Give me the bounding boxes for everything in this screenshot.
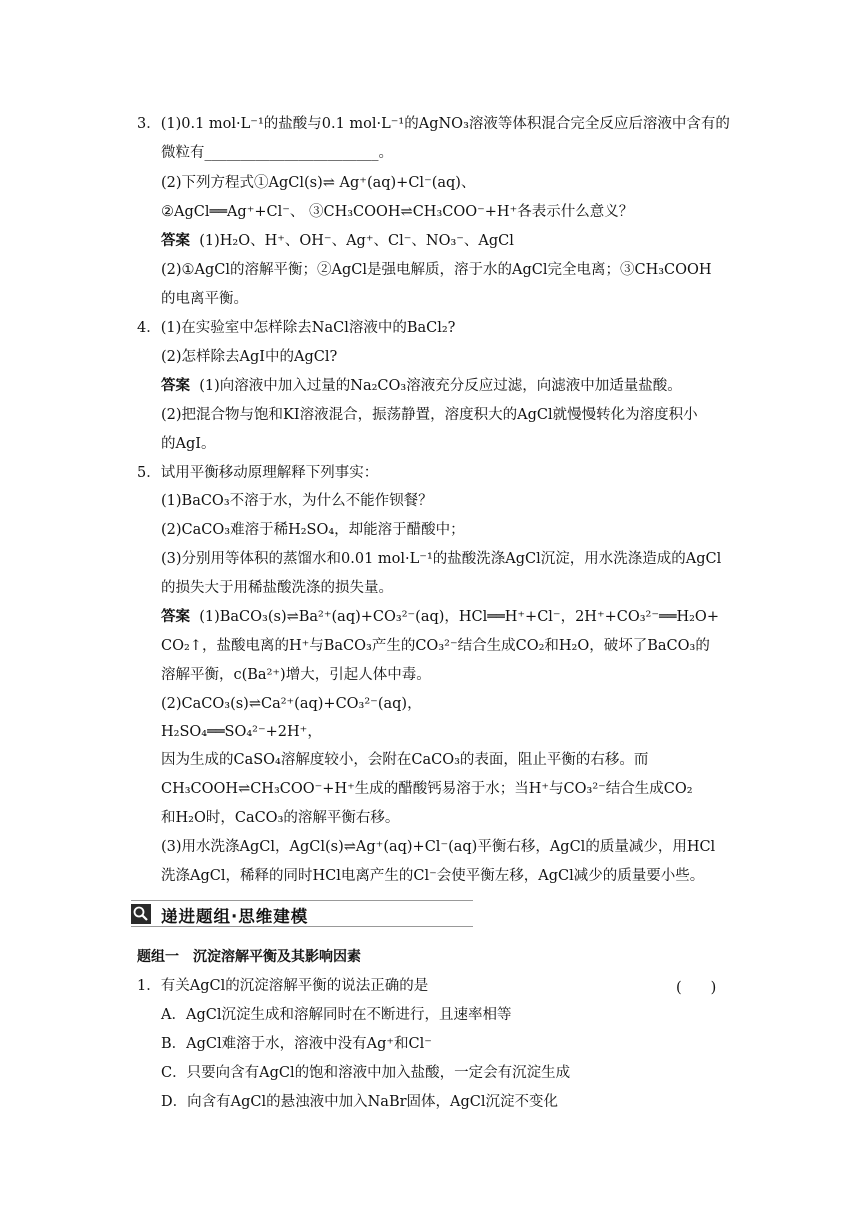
section-header (131, 900, 473, 927)
q5-answer-line: CH₃COOH⇌CH₃COO⁻+H⁺生成的醋酸钙易溶于水；当H⁺与CO₃²⁻结合生成CO₂ (161, 781, 693, 797)
mcq-stem: 1．有关AgCl的沉淀溶解平衡的说法正确的是 (137, 978, 429, 994)
q5-answer-line: 和H₂O时，CaCO₃的溶解平衡右移。 (161, 810, 400, 826)
mcq-option-b: B．AgCl难溶于水，溶液中没有Ag⁺和Cl⁻ (161, 1036, 432, 1052)
q5-answer-line: (2)CaCO₃(s)⇌Ca²⁺(aq)+CO₃²⁻(aq)， (161, 696, 422, 712)
q3-answer-line: (2)①AgCl的溶解平衡；②AgCl是强电解质，溶于水的AgCl完全电离；③CH₃COOH (161, 262, 712, 278)
q5-text-line: 的损失大于用稀盐酸洗涤的损失量。 (161, 580, 393, 596)
q4-text-line: (2)怎样除去AgI中的AgCl? (161, 349, 338, 365)
mcq-option-a: A．AgCl沉淀生成和溶解同时在不断进行，且速率相等 (161, 1007, 512, 1023)
q3-text-line: ②AgCl══Ag⁺+Cl⁻、 ③CH₃COOH⇌CH₃COO⁻+H⁺各表示什么意义？ (161, 204, 634, 220)
answer-text: (1)BaCO₃(s)⇌Ba²⁺(aq)+CO₃²⁻(aq)，HCl══H⁺+Cl⁻，2H⁺+CO₃²⁻══H₂O+ (199, 609, 719, 625)
mcq-option-c: C．只要向含有AgCl的饱和溶液中加入盐酸，一定会有沉淀生成 (161, 1065, 571, 1081)
section-title: 递进题组·思维建模 (161, 907, 309, 926)
answer-text: (1)向溶液中加入过量的Na₂CO₃溶液充分反应过滤，向滤液中加适量盐酸。 (199, 378, 682, 394)
q5-answer-line: (3)用水洗涤AgCl，AgCl(s)⇌Ag⁺(aq)+Cl⁻(aq)平衡右移，AgCl的质量减少，用HCl (161, 839, 716, 855)
mcq-option-d: D．向含有AgCl的悬浊液中加入NaBr固体，AgCl沉淀不变化 (161, 1094, 559, 1110)
q5-answer-line: CO₂↑，盐酸电离的H⁺与BaCO₃产生的CO₃²⁻结合生成CO₂和H₂O，破坏了BaCO₃的 (161, 638, 710, 654)
q5-text-line: (2)CaCO₃难溶于稀H₂SO₄，却能溶于醋酸中； (161, 522, 465, 538)
q5-answer-line: 因为生成的CaSO₄溶解度较小，会附在CaCO₃的表面，阻止平衡的右移。而 (161, 752, 649, 768)
q3-answer-line (161, 231, 514, 251)
q3-text-line: 3．(1)0.1 mol·L⁻¹的盐酸与0.1 mol·L⁻¹的AgNO₃溶液等体积混合完全反应后溶液中含有的 (137, 116, 730, 132)
q4-text-line: 4．(1)在实验室中怎样除去NaCl溶液中的BaCl₂? (137, 320, 456, 336)
q4-answer-line: (2)把混合物与饱和KI溶液混合，振荡静置，溶度积大的AgCl就慢慢转化为溶度积小 (161, 407, 698, 423)
q3-text-line: (2)下列方程式①AgCl(s)⇌ Ag⁺(aq)+Cl⁻(aq)、 (161, 175, 476, 191)
q4-answer-line (161, 376, 682, 396)
q5-text-line: 5．试用平衡移动原理解释下列事实： (137, 465, 379, 481)
q5-text-line: (1)BaCO₃不溶于水，为什么不能作钡餐？ (161, 493, 433, 509)
q5-answer-line: 溶解平衡，c(Ba²⁺)增大，引起人体中毒。 (161, 667, 431, 683)
q5-answer-line: 洗涤AgCl，稀释的同时HCl电离产生的Cl⁻会使平衡左移，AgCl减少的质量要小些。 (161, 868, 705, 884)
answer-label: 答案 (161, 608, 190, 625)
q3-text-line: 微粒有________________________。 (161, 145, 393, 161)
answer-label: 答案 (161, 377, 190, 394)
q5-answer-line (161, 607, 719, 627)
q4-answer-line: 的AgI。 (161, 436, 216, 452)
group-title: 题组一 沉淀溶解平衡及其影响因素 (137, 949, 361, 965)
q5-text-line: (3)分别用等体积的蒸馏水和0.01 mol·L⁻¹的盐酸洗涤AgCl沉淀，用水洗涤造成的AgCl (161, 551, 722, 567)
answer-label: 答案 (161, 232, 190, 249)
answer-paren: ( ) (676, 980, 717, 996)
magnifier-icon (131, 904, 151, 924)
q5-answer-line: H₂SO₄══SO₄²⁻+2H⁺， (161, 724, 322, 740)
q3-answer-line: 的电离平衡。 (161, 291, 248, 307)
answer-text: (1)H₂O、H⁺、OH⁻、Ag⁺、Cl⁻、NO₃⁻、AgCl (199, 233, 514, 249)
